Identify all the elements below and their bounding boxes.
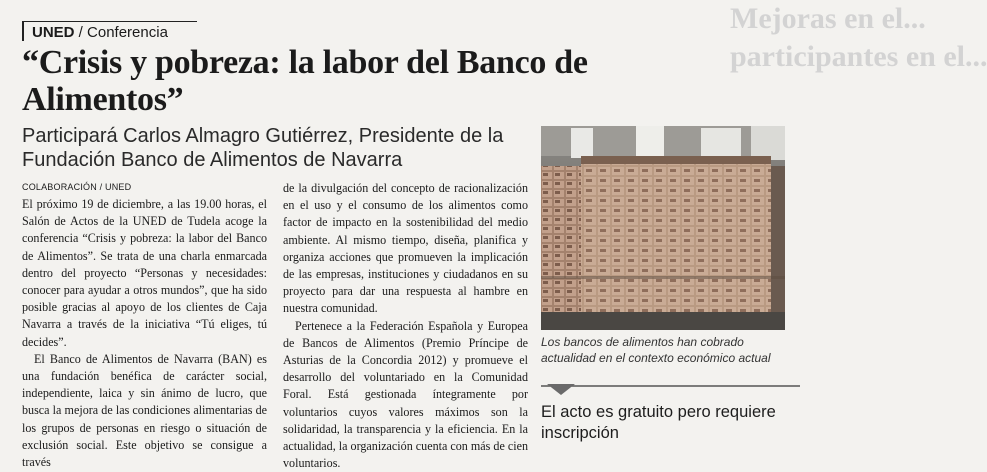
body-column-1 [22, 196, 267, 471]
paragraph: El próximo 19 de diciembre, a las 19.00 horas, el Salón de Actos de la UNED de Tudela acoge la conferencia “Crisis y pobreza: la labor del Banco de Alimentos”. Se trata de una charla enmarcada dentro del proyecto “Personas y necesidades: conocer para ayudar a otros mundos”, que ha sido posible gracias al apoyo de los clientes de Caja Navarra a través de la iniciativa “Tú eliges, tú decides”. [22, 197, 267, 349]
paragraph: El Banco de Alimentos de Navarra (BAN) es una fundación benéfica de carácter social, independiente, laica y sin ánimo de lucro, que busca la mejora de las condiciones alimentarias de los grupos de personas en riesgo o situación de exclusión social. Este objetivo se consigue a través [22, 351, 267, 470]
bleed-line-2: participantes en el... [730, 40, 987, 73]
food-bank-pallets-image [541, 126, 785, 330]
byline: COLABORACIÓN / UNED [22, 182, 132, 192]
kicker-section: UNED [32, 24, 75, 41]
bleed-line-1: Mejoras en el... [730, 2, 926, 35]
adjacent-page-bleed [590, 0, 987, 120]
article-subhead: Participará Carlos Almagro Gutiérrez, Presidente de la Fundación Banco de Alimentos de Navarra [22, 125, 504, 171]
kicker-separator: / [74, 24, 88, 41]
warehouse-photo [541, 126, 785, 330]
body-column-2 [283, 180, 528, 472]
photo-caption: Los bancos de alimentos han cobrado actualidad en el contexto económico actual [541, 335, 771, 365]
section-kicker [22, 21, 197, 41]
section-divider [541, 381, 800, 397]
paragraph: de la divulgación del concepto de racionalización en el uso y el consumo de los alimentos como factor de impacto en la sostenibilidad del medio ambiente. Al mismo tiempo, diseña, planifica y organiza acciones que promueven la implicación de las empresas, instituciones y ciudadanos en su proyecto para dar una respuesta al hambre en nuestra comunidad. [283, 181, 528, 316]
kicker-category: Conferencia [87, 24, 168, 41]
article-headline: “Crisis y pobreza: la labor del Banco de Alimentos” [22, 44, 588, 118]
pull-quote: El acto es gratuito pero requiere inscripción [541, 403, 776, 442]
down-triangle-icon [547, 384, 575, 395]
paragraph: Pertenece a la Federación Española y Europea de Bancos de Alimentos (Premio Príncipe de Asturias de la Concordia 2012) y promueve el desarrollo del voluntariado en la Comunidad Foral. Está gestionada íntegramente por voluntarios cuyos valores máximos son la solidaridad, la transparencia y la eficiencia. En la actualidad, la organización cuenta con más de cien voluntarios. [283, 318, 528, 471]
